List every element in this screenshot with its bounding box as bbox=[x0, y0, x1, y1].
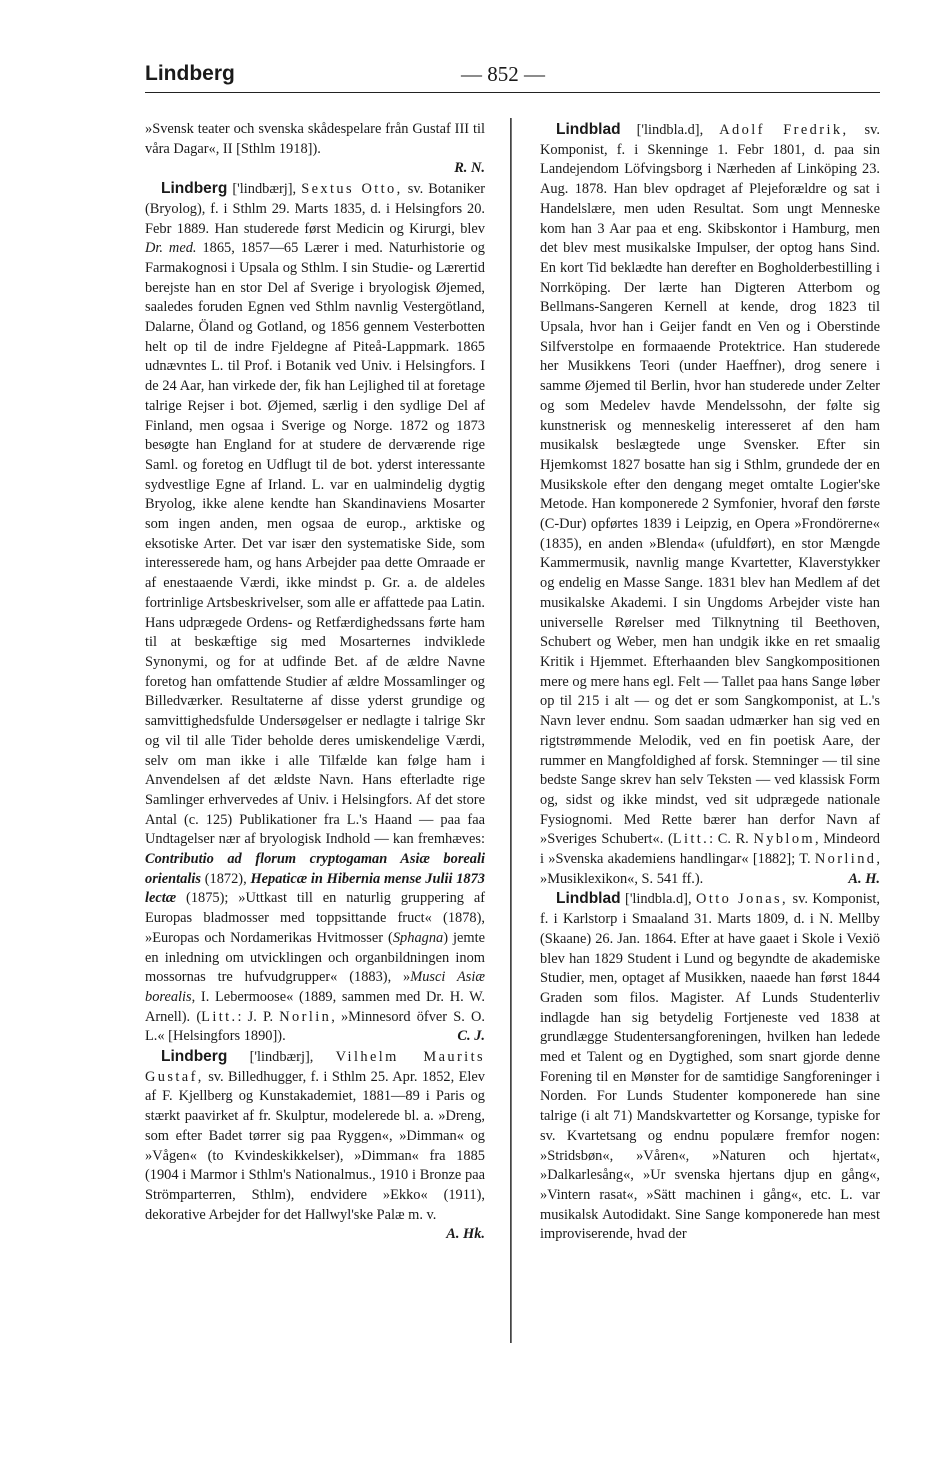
page-header bbox=[145, 58, 880, 94]
work-title: Sphagna bbox=[392, 929, 444, 946]
entry-lindberg-sextus bbox=[145, 179, 485, 1047]
entry-text: sv. Billedhugger, f. i Sthlm 25. Apr. 1852, Elev af F. Kjellberg og Kunstakademiet, 1881—89 i Paris og stærkt paavirket af fr. Skulptur, modelerede bl. a. »Dreng, som efter Badet tørrer sig paa Ryggen«, »Dimman« og »Vågen« (to Kvindeskikkelser), »Dimman« fra 1885 (1904 i Marmor i Sthlm's Nationalmus., 1910 i Bronze paa Strömparterren, Sthlm), endvidere »Ekko« (1911), dekorative Arbejder for det Hallwyl'ske Palæ m. v. bbox=[145, 1068, 485, 1223]
entry-text: , »Musiklexikon«, S. 541 ff.). bbox=[540, 851, 880, 887]
entry-text: , Mindeord i »Svenska akademiens handlingar« [1882]; T. bbox=[540, 831, 880, 868]
headword: Lindblad bbox=[556, 890, 621, 908]
entry-text: ) jemte en inledning om utvicklingen och organbildningen inom mossornas tre hufvudgrupper« (1883), » bbox=[145, 929, 486, 986]
signature: C. J. bbox=[457, 1028, 485, 1045]
header-rule bbox=[145, 92, 880, 93]
entry-text: 1865, 1857—65 Lærer i med. Naturhistorie og Farmakognosi i Upsala og Sthlm. I sin Studie- og Lærertid berejste han en stor Del af Sverige i bryologisk Øjemed, saaledes foruden Egnen ved Sthlm navnlig Vestergötland, Dalarne, Öland og Gotland, og 1856 gennem Vesterbotten helt op til de indre Fjeldegne af Piteå-Lappmark. 1865 udnævntes L. til Prof. i Botanik ved Univ. i Helsingfors. I de 24 Aar, han virkede der, fik han Lejlighed til at foretage talrige Rejser i bot. Øjemed, særlig i den sydlige Del af Finland, men ogsaa i Sverige og Norge. 1872 og 1873 besøgte han England for at studere de derværende rige Saml. og foretog en Udflugt til de bot. yderst interessante sydvestlige Egne af Irland. L. var en ualmindelig dygtig Bryolog, ikke alene kendte han Skandinaviens Mosarter som ingen anden, men ogsaa de europ., arktiske og eksotiske Arter. Det var især den systematiske Side, som interesserede ham, og hans Arbejder paa dette Omraade er af enestaaende Værdi, ikke mindst p. Gr. a. de aldeles fortrinlige Artsbeskrivelser, som alle er affattede paa Latin. Hans udprægede Ordens- og Retfærdighedssans førte ham til at beskæftige sig med Mosarternes indviklede Synonymi, og for at udfinde Bet. af de ældre Navne foretog han omfattende Studier af ældre Mossamlinger og Billedværker. Resultaterne af disse yderst grundige og samvittighedsfulde Undersøgelser er nedlagte i talrige Skr og vil til alle Tider beholde deres umiskendelige Værdi, selv om man ikke i alle Tilfælde kan følge ham i Anvendelsen af det ældste Navn. Hans efterladte rige Samlinger erhvervedes af Univ. i Helsingfors. Af det store Antal (c. 125) Publikationer fra L.'s Haand — paa faa Undtagelser nær af bryologisk Indhold — kan fremhæves: bbox=[145, 240, 486, 848]
right-column bbox=[540, 120, 880, 1245]
author-name: Nyblom bbox=[753, 831, 816, 848]
given-names: Otto Jonas, bbox=[696, 891, 789, 908]
author-name: Norlin bbox=[279, 1008, 332, 1025]
degree: Dr. med. bbox=[145, 240, 197, 257]
entry-text: (1875); »Uttkast till en naturlig gruppering af Europas bladmosser med toppsittande fruct« (1878), »Europas och Nordamerikas Hvitmosser ( bbox=[145, 890, 485, 946]
entry-text: (1872), bbox=[204, 870, 247, 887]
literature-label: Litt. bbox=[201, 1008, 238, 1025]
entry-text: sv. Komponist, f. i Karlstorp i Smaaland 31. Marts 1809, d. i N. Mellby (Skaane) 26. Jan. 1864. Efter at have gaaet i Skole i Vexiö blev han 1829 Student i Lund og begyndte de akademiske Studier, men, optaget af Musikken, naaede han først 1844 Graden som filos. Magister. Af Lunds Studenterliv indlagde han sig betydelig Fortjeneste ved 1838 at grundlægge Studentersangforeningen, hvilken han ledede med et Talent og en Dygtighed, som snart gjorde denne Forening til en Mønster for de samtidige Sangforeninger i Norden. For Lunds Studenter komponerede han sine talrige (i alt 71) Mandskvartetter og Korsange, typiske for sv. Kvartetsang og endnu populære fremfor nogen: »Stridsbøn«, »Våren«, »Naturen och hjertat«, »Dalkarlesång«, »Ur svenska hjertans djup en gång«, »Vintern rasat«, »Sätt machinen i gång«, etc. L. var musikalsk Autodidakt. Sine Sange komponerede han mest improviserende, hvad der bbox=[540, 891, 880, 1243]
signature: A. H. bbox=[848, 870, 880, 887]
headword: Lindberg bbox=[161, 180, 228, 198]
column-divider-shadow bbox=[511, 118, 512, 1343]
entry-text: sv. Komponist, f. i Skenninge 1. Febr 1801, d. paa sin Landejendom Löfvingsborg i Nærheden af Linköping 23. Aug. 1878. Han blev opdraget af Plejeforældre og sat i Handelslære, men uden Resultat. Som ungt Menneske kom han 3 Aar paa et eng. Skibskontor i Hamburg, men det blev mest musikalske Impulser, der optog hans Sind. En kort Tid beklædte han derefter en Bogholderbestilling i Norrköping. Der lærte han Digteren Atterbom og Bellmans-Sangeren Kernell at kende, drog 1823 til Upsala, hvor han i Geijer fandt en Ven og i Oberstinde Silfverstolpe en formaaende Protektrice. Han studerede her Musikkens Teori (under Haeffner), drog senere i samme Øjemed til Berlin, hvor han studerede under Zelter og som Medelev havde Mendelssohn, der følte sig kunstnerisk og menneskelig interesseret af den ham musikalsk beslægtede unge Svensker. Efter sin Hjemkomst 1827 bosatte han sig i Sthlm, grundede der en Musikskole efter den dengang meget omtalte Logier'ske Metode. Han komponerede 2 Symfonier, hvoraf den første (C-Dur) opførtes 1839 i Leipzig, en Opera »Frondörerne« (1835), en anden »Blenda« (ufuldført), en stor Mængde Kammermusik, navnlig mange Kvartetter, Klaverstykker og endelig en Masse Sange. 1831 blev han Medlem af det musikalske Akademi. I sin Ungdoms Arbejder viste han universelle Rørelser med Tilknytning til Beethoven, Schubert og Weber, men han undgik ikke en ret smaalig Kritik i Hjemmet. Efterhaanden blev Sangkompositionen mere og mere hans egl. Felt — Tallet paa hans Sange løber op til 215 i alt — og det er som Sangkomponist, at L.'s Navn lever endnu. Som saadan udmærker han sig ved en rigtstrømmende Melodik, ved en fin poetisk Aare, der rummer en Mangfoldighed af forsk. Stemninger — til sine bedste Sange skrev han selv Teksten — ved klassisk Form og, sidst og ikke mindst, ved sit udprægede nationale Fysiognomi. Med Rette bærer han derfor Navn af »Sveriges Schubert«. ( bbox=[540, 122, 880, 848]
signature: A. Hk. bbox=[446, 1226, 485, 1243]
continued-entry bbox=[145, 120, 485, 179]
work-title: Contributio ad florum cryptogaman Asiæ boreali orientalis bbox=[145, 851, 485, 887]
entry-lindblad-adolf bbox=[540, 120, 880, 889]
literature-label: Litt. bbox=[672, 831, 710, 848]
entry-lindblad-otto bbox=[540, 889, 880, 1245]
entry-text: sv. Botaniker (Bryolog), f. i Sthlm 29. Marts 1835, d. i Helsingfors 20. Febr 1889. Han studerede først Medicin og Kirurgi, blev bbox=[145, 181, 486, 237]
pronunciation: ['lindbærj], bbox=[232, 181, 297, 198]
pronunciation: ['lindbla.d], bbox=[625, 891, 692, 908]
given-names: Sextus Otto, bbox=[301, 181, 403, 198]
author-name: Norlind bbox=[814, 851, 877, 868]
given-names: Vilhelm Maurits Gustaf, bbox=[145, 1049, 485, 1085]
given-names: Adolf Fredrik, bbox=[719, 122, 849, 138]
pronunciation: ['lindbærj], bbox=[249, 1049, 314, 1066]
entry-text: : C. R. bbox=[709, 831, 749, 848]
work-title: Hepaticæ in Hibernia mense Julii 1873 lectæ bbox=[145, 870, 485, 907]
entry-text: , I. Lebermoose« (1889, sammen med Dr. H. W. Arnell). ( bbox=[145, 988, 485, 1025]
headword: Lindberg bbox=[161, 1048, 228, 1066]
headword: Lindblad bbox=[556, 121, 621, 138]
continued-text: »Svensk teater och svenska skådespelare från Gustaf III til våra Dagar«, II [Sthlm 1918]). bbox=[145, 121, 485, 157]
running-head: Lindberg bbox=[145, 62, 235, 85]
signature: R. N. bbox=[454, 160, 485, 177]
entry-text: , »Minnesord öfver S. O. L.« [Helsingfors 1890]). bbox=[145, 1008, 485, 1045]
entry-text: : J. P. bbox=[237, 1008, 274, 1025]
entry-lindberg-vilhelm bbox=[145, 1047, 485, 1243]
left-column bbox=[145, 120, 485, 1245]
pronunciation: ['lindbla.d], bbox=[636, 122, 704, 138]
work-title: Musci Asiæ borealis bbox=[145, 969, 485, 1005]
page-number: — 852 — bbox=[461, 62, 545, 86]
